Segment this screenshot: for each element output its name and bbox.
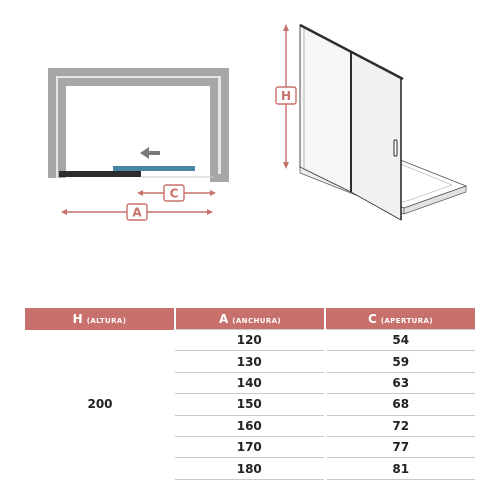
- door-handle-icon: [394, 140, 397, 156]
- dimension-h: [276, 24, 296, 169]
- plan-view: [52, 72, 225, 178]
- header-opening-letter: C: [368, 311, 377, 326]
- header-width-sub: (ANCHURA): [232, 316, 282, 325]
- sliding-glass-panel: [113, 166, 195, 171]
- table-row: [25, 330, 475, 351]
- dimension-a: [61, 204, 213, 220]
- fixed-panel-3d: [300, 25, 351, 192]
- header-height-letter: H: [72, 311, 83, 326]
- dimension-h-label: H: [280, 89, 292, 103]
- header-height: [25, 308, 175, 330]
- header-height-sub: (ALTURA): [86, 316, 127, 325]
- header-width: [175, 308, 325, 330]
- opening-value: 72: [325, 415, 475, 436]
- height-value: 200: [87, 397, 113, 412]
- slide-direction-arrow-icon: [140, 147, 160, 159]
- opening-value: 59: [325, 351, 475, 372]
- width-value: 120: [175, 330, 325, 351]
- sliding-panel-3d: [351, 52, 401, 220]
- opening-value: 81: [325, 458, 475, 479]
- width-value: 170: [175, 436, 325, 457]
- header-width-letter: A: [218, 311, 229, 326]
- width-value: 160: [175, 415, 325, 436]
- dimension-a-label: A: [132, 205, 142, 220]
- wall-outline: [52, 72, 225, 178]
- header-opening-sub: (APERTURA): [380, 316, 433, 325]
- width-value: 180: [175, 458, 325, 479]
- dimension-c-label: C: [169, 186, 179, 201]
- header-opening: [325, 308, 475, 330]
- dimensions-table: [25, 308, 475, 480]
- opening-value: 68: [325, 394, 475, 415]
- opening-value: 63: [325, 372, 475, 393]
- dimension-c: [137, 185, 216, 201]
- perspective-view: [300, 25, 466, 220]
- width-value: 130: [175, 351, 325, 372]
- table-header-row: [25, 308, 475, 330]
- opening-value: 54: [325, 330, 475, 351]
- width-value: 150: [175, 394, 325, 415]
- fixed-glass-panel: [59, 171, 141, 177]
- width-value: 140: [175, 372, 325, 393]
- opening-value: 77: [325, 436, 475, 457]
